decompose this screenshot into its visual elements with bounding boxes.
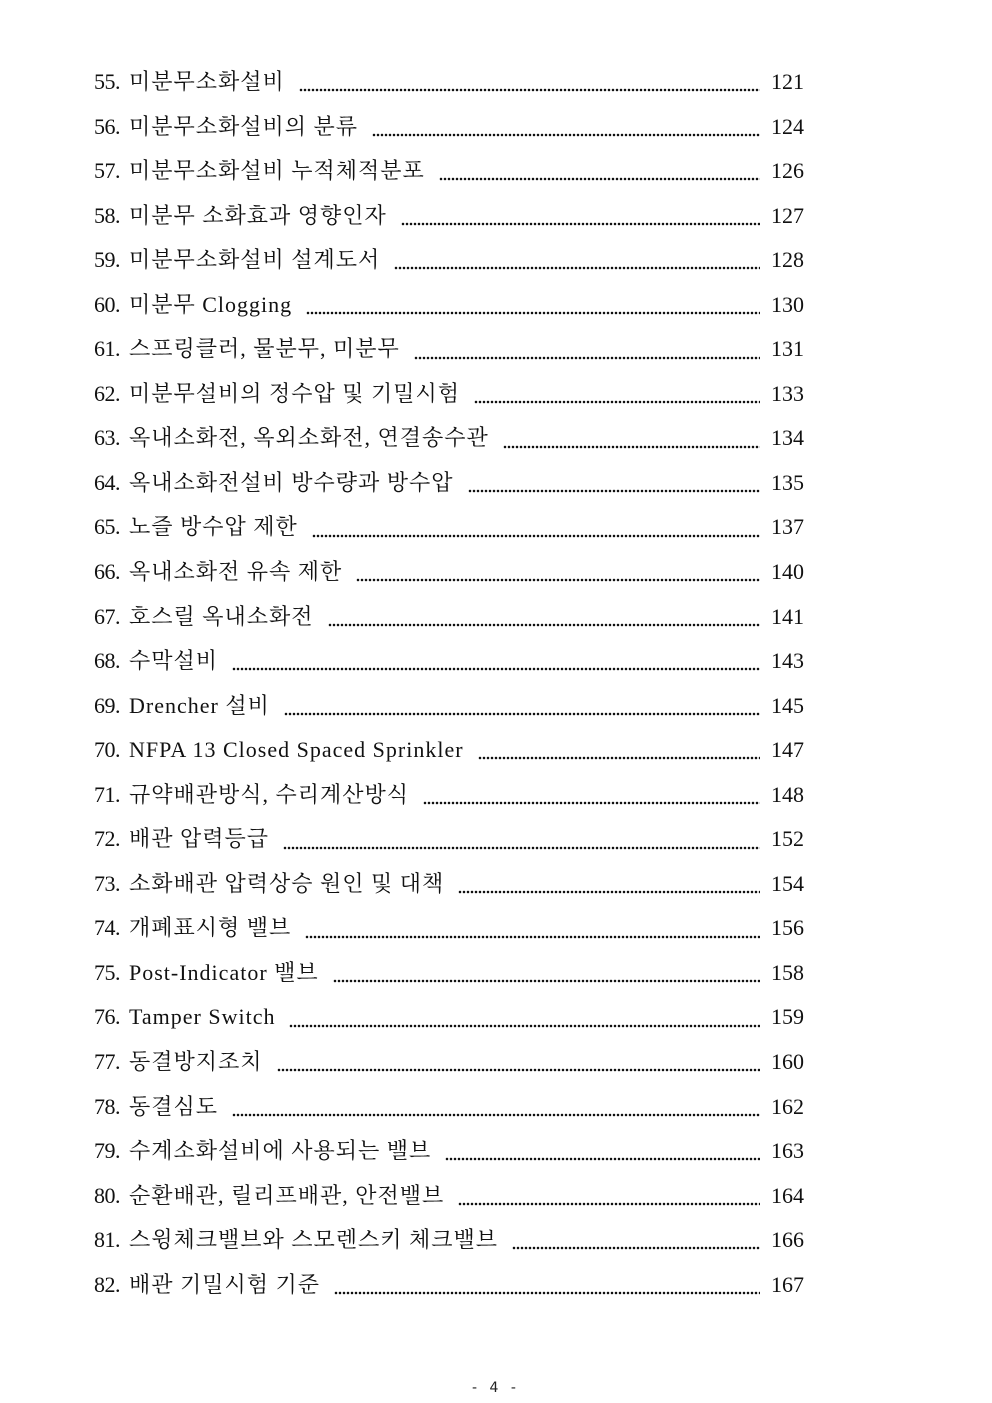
dot-leader <box>306 311 760 315</box>
dot-leader <box>458 1202 760 1206</box>
toc-entry-title[interactable]: Tamper Switch <box>129 1004 276 1030</box>
toc-entry-page[interactable]: 160 <box>771 1049 804 1075</box>
toc-entry-title[interactable]: 호스릴 옥내소화전 <box>129 603 314 629</box>
toc-entry-number: 58. <box>94 202 120 228</box>
toc-entry-number: 60. <box>94 291 120 317</box>
toc-entry-page[interactable]: 163 <box>771 1138 804 1164</box>
toc-entry[interactable] <box>94 1001 804 1046</box>
toc-entry-page[interactable]: 143 <box>771 648 804 674</box>
toc-entry-title[interactable]: 미분무소화설비 설계도서 <box>129 247 381 273</box>
toc-entry-page[interactable]: 167 <box>771 1271 804 1297</box>
toc-entry-number: 64. <box>94 469 120 495</box>
toc-entry-number: 67. <box>94 603 120 629</box>
dot-leader <box>232 1113 760 1117</box>
toc-entry-title[interactable]: 규약배관방식, 수리계산방식 <box>129 781 410 807</box>
toc-entry-title[interactable]: 노즐 방수압 제한 <box>129 514 298 540</box>
toc-entry-title[interactable]: 동결심도 <box>129 1093 219 1119</box>
toc-entry-number: 80. <box>94 1182 120 1208</box>
toc-entry-title[interactable]: 옥내소화전 유속 제한 <box>129 559 343 585</box>
toc-entry[interactable] <box>94 1046 804 1091</box>
dot-leader <box>394 266 760 270</box>
toc-entry[interactable] <box>94 645 804 690</box>
toc-entry-page[interactable]: 162 <box>771 1093 804 1119</box>
toc-entry[interactable] <box>94 1135 804 1180</box>
toc-entry-title[interactable]: 수막설비 <box>129 648 219 674</box>
dot-leader <box>333 979 760 983</box>
dot-leader <box>468 489 760 493</box>
toc-entry-page[interactable]: 148 <box>771 781 804 807</box>
toc-entry[interactable] <box>94 779 804 824</box>
toc-entry-page[interactable]: 140 <box>771 559 804 585</box>
toc-entry-page[interactable]: 128 <box>771 247 804 273</box>
toc-entry-title[interactable]: 옥내소화전설비 방수량과 방수압 <box>129 469 454 495</box>
toc-entry-title[interactable]: 순환배관, 릴리프배관, 안전밸브 <box>129 1182 445 1208</box>
toc-entry[interactable] <box>94 601 804 646</box>
dot-leader <box>289 1024 760 1028</box>
toc-entry[interactable] <box>94 556 804 601</box>
dot-leader <box>474 400 760 404</box>
toc-entry[interactable] <box>94 1269 804 1314</box>
toc-entry-title[interactable]: 배관 압력등급 <box>129 826 270 852</box>
toc-entry[interactable] <box>94 868 804 913</box>
table-of-contents <box>94 66 804 1313</box>
toc-entry-number: 79. <box>94 1138 120 1164</box>
toc-entry[interactable] <box>94 957 804 1002</box>
page-number-footer: - 4 - <box>472 1380 520 1396</box>
toc-entry-number: 69. <box>94 692 120 718</box>
dot-leader <box>299 88 760 92</box>
toc-entry-page[interactable]: 164 <box>771 1182 804 1208</box>
toc-entry-page[interactable]: 154 <box>771 870 804 896</box>
dot-leader <box>284 712 760 716</box>
dot-leader <box>328 623 760 627</box>
toc-entry-title[interactable]: 개폐표시형 밸브 <box>129 915 292 941</box>
dot-leader <box>458 890 760 894</box>
dot-leader <box>414 356 760 360</box>
toc-entry-number: 82. <box>94 1271 120 1297</box>
toc-entry[interactable] <box>94 289 804 334</box>
toc-entry-page[interactable]: 127 <box>771 202 804 228</box>
toc-entry-number: 81. <box>94 1227 120 1253</box>
toc-entry-number: 61. <box>94 336 120 362</box>
toc-entry-number: 70. <box>94 737 120 763</box>
toc-entry-title[interactable]: 수계소화설비에 사용되는 밸브 <box>129 1138 432 1164</box>
toc-entry-number: 62. <box>94 380 120 406</box>
toc-entry[interactable] <box>94 66 804 111</box>
toc-entry-title[interactable]: 미분무소화설비 누적체적분포 <box>129 158 425 184</box>
dot-leader <box>283 846 760 850</box>
toc-entry-page[interactable]: 145 <box>771 692 804 718</box>
toc-entry-page[interactable]: 152 <box>771 826 804 852</box>
toc-entry-title[interactable]: 미분무소화설비의 분류 <box>129 113 359 139</box>
dot-leader <box>439 177 760 181</box>
toc-entry-number: 59. <box>94 247 120 273</box>
toc-entry-page[interactable]: 134 <box>771 425 804 451</box>
toc-entry-number: 56. <box>94 113 120 139</box>
toc-entry-title[interactable]: 소화배관 압력상승 원인 및 대책 <box>129 870 445 896</box>
toc-entry-number: 57. <box>94 158 120 184</box>
toc-entry-number: 73. <box>94 870 120 896</box>
toc-entry-page[interactable]: 124 <box>771 113 804 139</box>
toc-entry-page[interactable]: 141 <box>771 603 804 629</box>
dot-leader <box>401 222 760 226</box>
toc-entry-page[interactable]: 121 <box>771 69 804 94</box>
toc-entry-page[interactable]: 137 <box>771 514 804 540</box>
toc-entry-page[interactable]: 159 <box>771 1004 804 1030</box>
toc-entry-title[interactable]: Post-Indicator 밸브 <box>129 959 319 985</box>
toc-entry[interactable] <box>94 467 804 512</box>
dot-leader <box>423 801 760 805</box>
dot-leader <box>277 1068 760 1072</box>
toc-entry-page[interactable]: 135 <box>771 469 804 495</box>
toc-entry[interactable] <box>94 734 804 779</box>
dot-leader <box>334 1291 760 1295</box>
toc-entry[interactable] <box>94 1224 804 1269</box>
dot-leader <box>512 1246 760 1250</box>
toc-entry-number: 63. <box>94 425 120 451</box>
toc-entry-title[interactable]: 동결방지조치 <box>129 1049 263 1075</box>
toc-entry-page[interactable]: 147 <box>771 737 804 763</box>
dot-leader <box>445 1157 760 1161</box>
toc-entry-page[interactable]: 131 <box>771 336 804 362</box>
toc-entry-title[interactable]: 미분무설비의 정수압 및 기밀시험 <box>129 380 461 406</box>
toc-entry[interactable] <box>94 511 804 556</box>
toc-entry-title[interactable]: 스윙체크밸브와 스모렌스키 체크밸브 <box>129 1227 499 1253</box>
toc-entry-number: 68. <box>94 648 120 674</box>
toc-entry-title[interactable]: 미분무 Clogging <box>129 291 293 317</box>
toc-entry-number: 74. <box>94 915 120 941</box>
toc-entry-number: 66. <box>94 559 120 585</box>
dot-leader <box>478 756 760 760</box>
toc-entry-number: 65. <box>94 514 120 540</box>
toc-entry[interactable] <box>94 244 804 289</box>
toc-entry-title[interactable]: 스프링클러, 물분무, 미분무 <box>129 336 400 362</box>
toc-entry-title[interactable]: Drencher 설비 <box>129 692 270 718</box>
toc-entry-page[interactable]: 156 <box>771 915 804 941</box>
toc-entry-number: 76. <box>94 1004 120 1030</box>
toc-entry-page[interactable]: 158 <box>771 959 804 985</box>
dot-leader <box>305 935 760 939</box>
dot-leader <box>503 445 760 449</box>
toc-entry[interactable] <box>94 111 804 156</box>
toc-entry-title[interactable]: NFPA 13 Closed Spaced Sprinkler <box>129 737 464 763</box>
toc-entry-page[interactable]: 126 <box>771 158 804 184</box>
toc-entry-title[interactable]: 배관 기밀시험 기준 <box>129 1271 321 1297</box>
dot-leader <box>312 534 760 538</box>
dot-leader <box>372 133 760 137</box>
toc-entry-number: 78. <box>94 1093 120 1119</box>
toc-entry-number: 71. <box>94 781 120 807</box>
toc-entry[interactable] <box>94 690 804 735</box>
toc-entry-title[interactable]: 옥내소화전, 옥외소화전, 연결송수관 <box>129 425 489 451</box>
toc-entry[interactable] <box>94 823 804 868</box>
toc-entry[interactable] <box>94 912 804 957</box>
toc-entry-number: 77. <box>94 1049 120 1075</box>
dot-leader <box>232 667 760 671</box>
toc-entry[interactable] <box>94 333 804 378</box>
toc-entry-page[interactable]: 130 <box>771 291 804 317</box>
toc-entry[interactable] <box>94 378 804 423</box>
toc-entry[interactable] <box>94 1180 804 1225</box>
toc-entry-number: 72. <box>94 826 120 852</box>
toc-entry-page[interactable]: 166 <box>771 1227 804 1253</box>
toc-entry-page[interactable]: 133 <box>771 380 804 406</box>
toc-entry[interactable] <box>94 1091 804 1136</box>
toc-entry[interactable] <box>94 200 804 245</box>
toc-entry[interactable] <box>94 155 804 200</box>
toc-entry-number: 75. <box>94 959 120 985</box>
toc-entry-number: 55. <box>94 69 120 94</box>
toc-entry-title[interactable]: 미분무소화설비 <box>129 69 285 94</box>
toc-entry-title[interactable]: 미분무 소화효과 영향인자 <box>129 202 387 228</box>
toc-entry[interactable] <box>94 422 804 467</box>
dot-leader <box>356 578 760 582</box>
